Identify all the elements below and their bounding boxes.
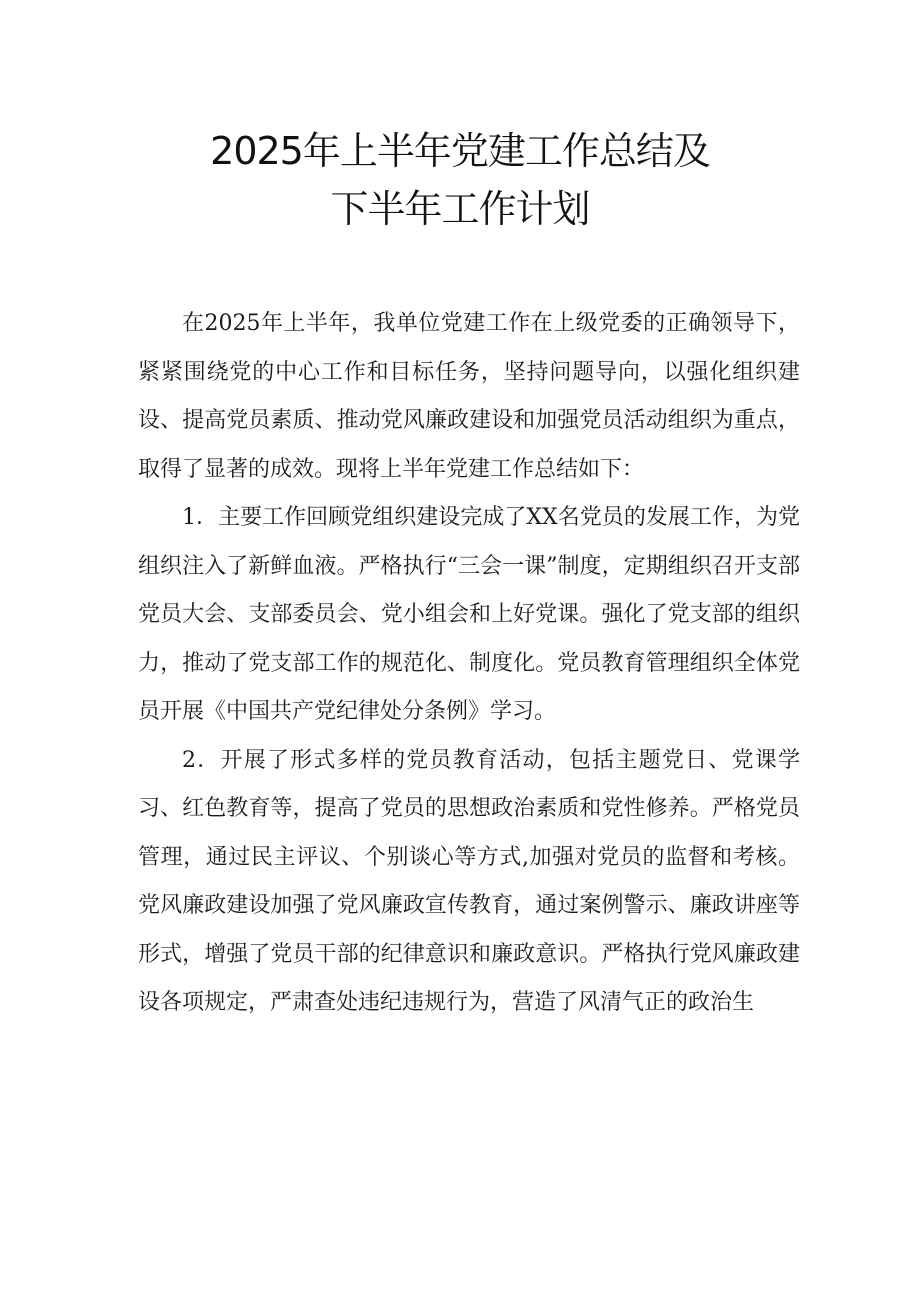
- document-title-line-1: 2025年上半年党建工作总结及: [210, 129, 710, 173]
- section-1-paragraph: 1．主要工作回顾党组织建设完成了XX名党员的发展工作，为党组织注入了新鲜血液。严格执行“三会一课”制度，定期组织召开支部党员大会、支部委员会、党小组会和上好党课。强化了党支部的组织力，推动了党支部工作的规范化、制度化。党员教育管理组织全体党员开展《中国共产党纪律处分条例》学习。: [138, 505, 800, 724]
- document-title-line-2: 下半年工作计划: [330, 187, 590, 231]
- intro-paragraph: 在2025年上半年，我单位党建工作在上级党委的正确领导下，紧紧围绕党的中心工作和目标任务，坚持问题导向，以强化组织建设、提高党员素质、推动党风廉政建设和加强党员活动组织为重点，取得了显著的成效。现将上半年党建工作总结如下：: [138, 311, 800, 482]
- section-2-paragraph: 2．开展了形式多样的党员教育活动，包括主题党日、党课学习、红色教育等，提高了党员的思想政治素质和党性修养。严格党员管理，通过民主评议、个别谈心等方式,加强对党员的监督和考核。党风廉政建设加强了党风廉政宣传教育，通过案例警示、廉政讲座等形式，增强了党员干部的纪律意识和廉政意识。严格执行党风廉政建设各项规定，严肃查处违纪违规行为，营造了风清气正的政治生: [138, 747, 800, 1015]
- document-title: [0, 122, 920, 238]
- document-body: [138, 300, 800, 1028]
